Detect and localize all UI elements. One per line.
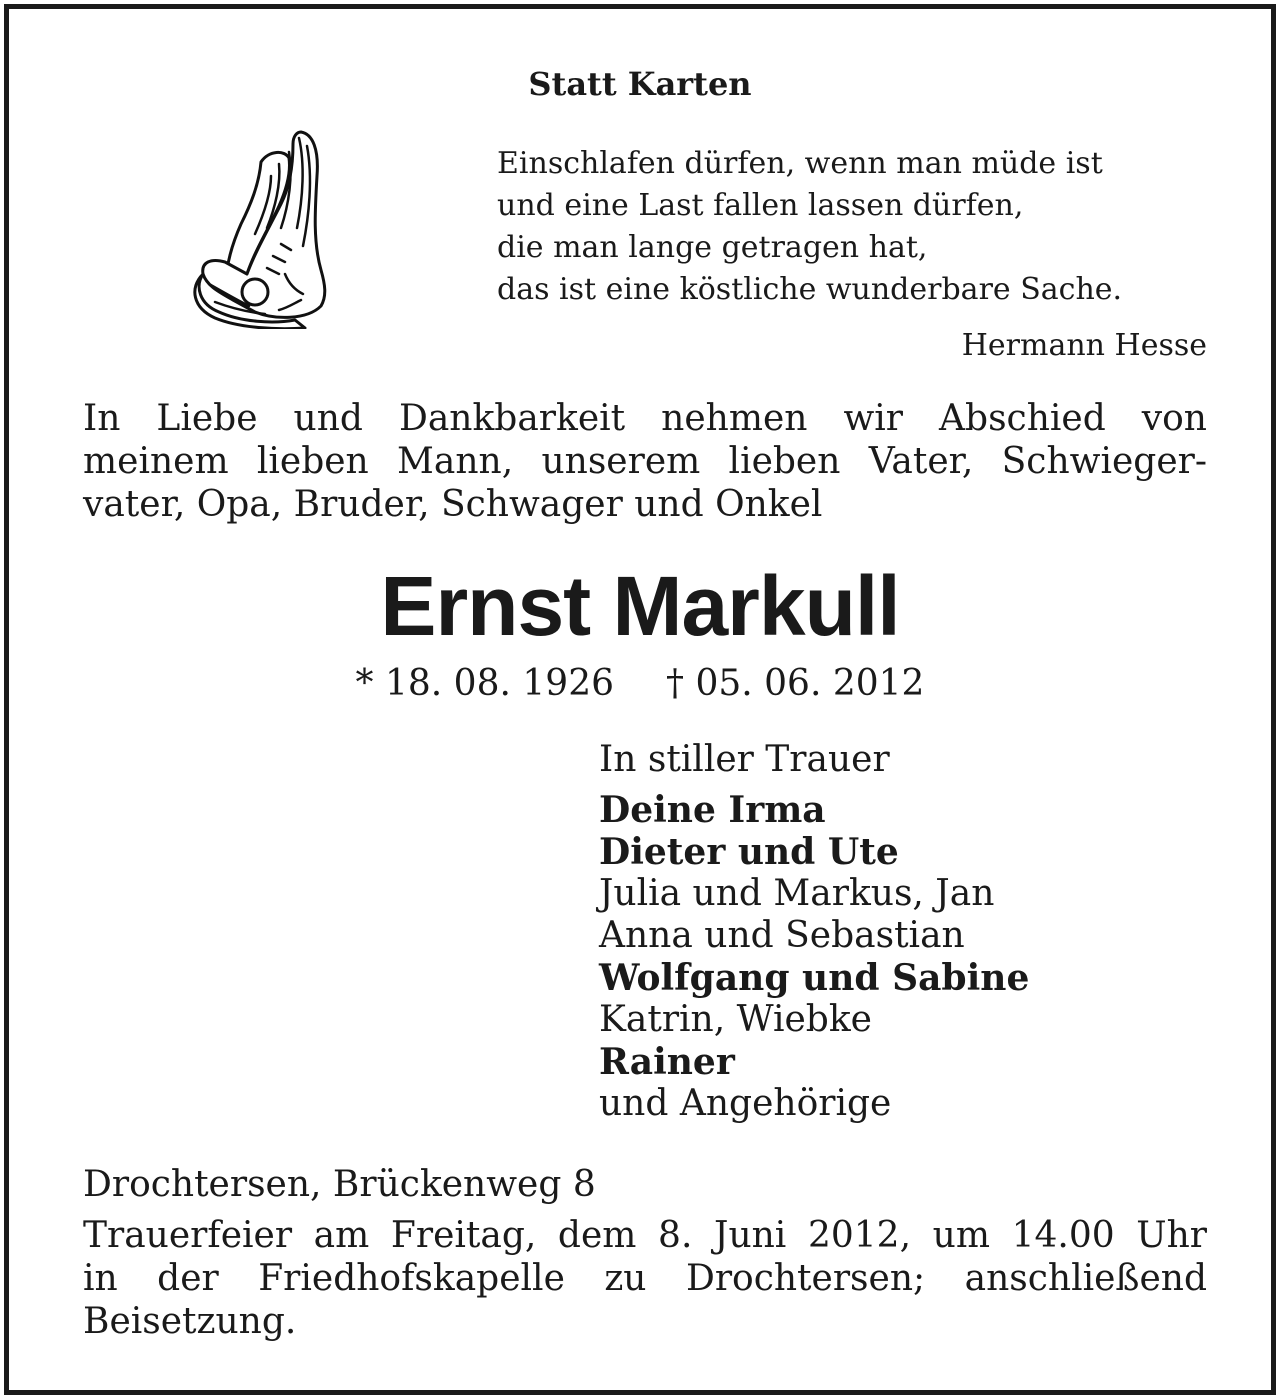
mourner-entry: Deine Irma <box>599 789 826 831</box>
poem-line: Einschlafen dürfen, wenn man müde ist <box>497 146 1103 181</box>
intro-line: vater, Opa, Bruder, Schwager und Onkel <box>83 484 823 525</box>
mourner-entry: Julia und Markus, Jan <box>599 873 995 914</box>
poem-line: und eine Last fallen lassen dürfen, <box>497 188 1024 223</box>
mourner-entry: Anna und Sebastian <box>599 915 965 956</box>
intro-text <box>83 397 1207 526</box>
mourner-entry: Katrin, Wiebke <box>599 999 872 1040</box>
funeral-line: Trauerfeier am Freitag, dem 8. Juni 2012, um 14.00 Uhr <box>83 1215 1207 1256</box>
death-date: † 05. 06. 2012 <box>666 663 925 704</box>
poem-line: die man lange getragen hat, <box>497 230 928 265</box>
poem-author: Hermann Hesse <box>961 328 1207 363</box>
intro-line: In Liebe und Dankbarkeit nehmen wir Abschied von <box>83 398 1207 439</box>
deceased-name: Ernst Markull <box>380 559 900 653</box>
address: Drochtersen, Brückenweg 8 <box>83 1164 596 1205</box>
intro-line: meinem lieben Mann, unserem lieben Vater, Schwieger- <box>83 441 1207 482</box>
mourners-intro: In stiller Trauer <box>599 739 890 780</box>
funeral-line: in der Friedhofskapelle zu Drochtersen; anschließend <box>83 1258 1207 1299</box>
funeral-line: Beisetzung. <box>83 1301 297 1342</box>
mourner-entry: Dieter und Ute <box>599 831 899 873</box>
funeral-info <box>83 1214 1207 1343</box>
poem <box>497 143 1122 311</box>
obituary-frame <box>4 4 1276 1395</box>
mourner-entry: und Angehörige <box>599 1083 892 1124</box>
mourner-entry: Rainer <box>599 1041 735 1083</box>
birth-date: * 18. 08. 1926 <box>355 663 614 704</box>
praying-hands-icon <box>189 124 339 329</box>
header-title: Statt Karten <box>528 65 752 103</box>
mourner-entry: Wolfgang und Sabine <box>599 957 1030 999</box>
poem-line: das ist eine köstliche wunderbare Sache. <box>497 272 1123 307</box>
mourners-list <box>599 739 1029 1125</box>
life-dates <box>9 661 1271 707</box>
